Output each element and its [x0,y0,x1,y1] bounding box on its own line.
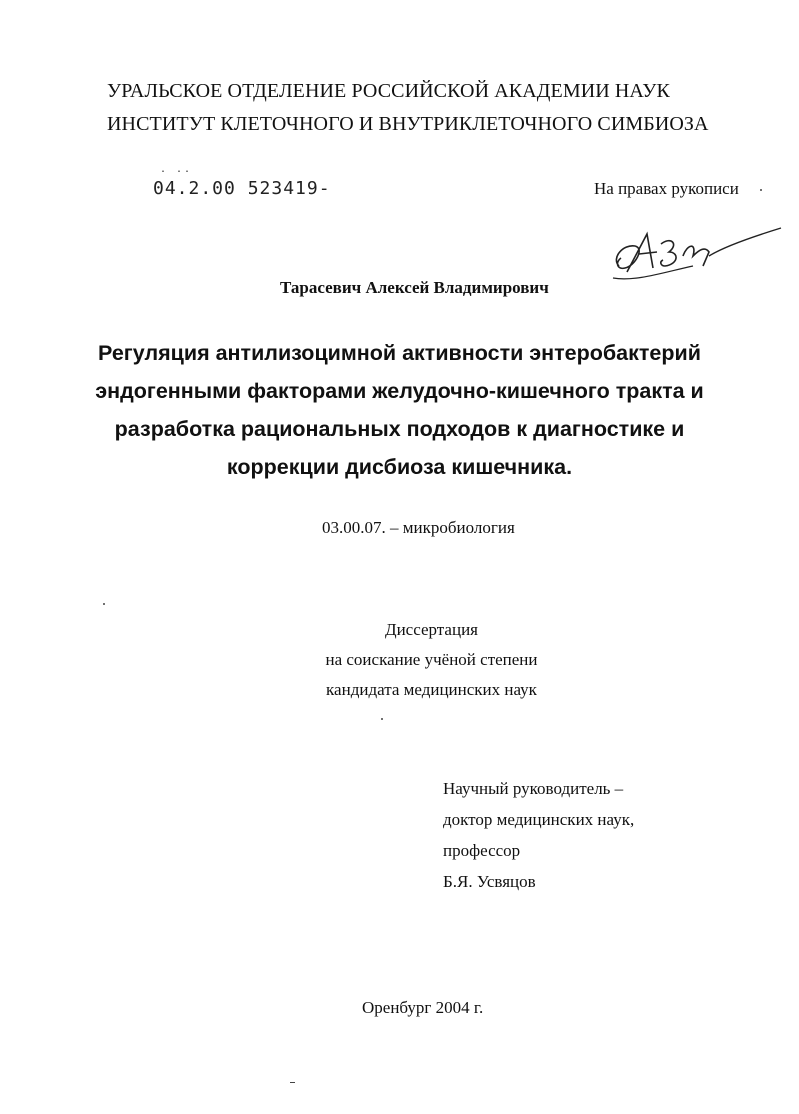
scientific-supervisor [443,773,634,897]
supervisor-line-2: доктор медицинских наук, [443,810,635,829]
institution-header-line-1: УРАЛЬСКОЕ ОТДЕЛЕНИЕ РОССИЙСКОЙ АКАДЕМИИ НАУК [107,80,670,102]
institution-header-line-2: ИНСТИТУТ КЛЕТОЧНОГО И ВНУТРИКЛЕТОЧНОГО СИМБИОЗА [107,113,709,135]
title-line-3: разработка рациональных подходов к диагностике и [114,417,685,441]
signature-icon [605,222,785,288]
stamp-marks: . .. [160,164,193,175]
place-and-year: Оренбург 2004 г. [362,998,484,1017]
scan-speck [381,718,383,720]
title-line-4: коррекции дисбиоза кишечника. [226,455,573,479]
dissertation-line-1: Диссертация [384,620,478,639]
scan-speck [290,1082,295,1083]
title-line-1: Регуляция антилизоцимной активности энтеробактерий [98,341,701,365]
supervisor-line-3: профессор [443,841,521,860]
title-line-2: эндогенными факторами желудочно-кишечного тракта и [95,379,704,403]
registration-stamp: 04.2.00 523419- [153,178,331,199]
dissertation-line-2: на соискание учёной степени [325,650,538,669]
specialty-code: 03.00.07. – микробиология [322,518,515,537]
author-name: Тарасевич Алексей Владимирович [280,278,549,297]
dissertation-type [0,615,799,705]
scan-speck [760,189,762,191]
dissertation-line-3: кандидата медицинских наук [326,680,537,699]
dissertation-title [0,334,799,486]
scan-speck [103,603,105,605]
rights-note: На правах рукописи [594,179,739,198]
supervisor-line-1: Научный руководитель – [443,779,624,798]
supervisor-line-4: Б.Я. Усвяцов [443,872,536,891]
